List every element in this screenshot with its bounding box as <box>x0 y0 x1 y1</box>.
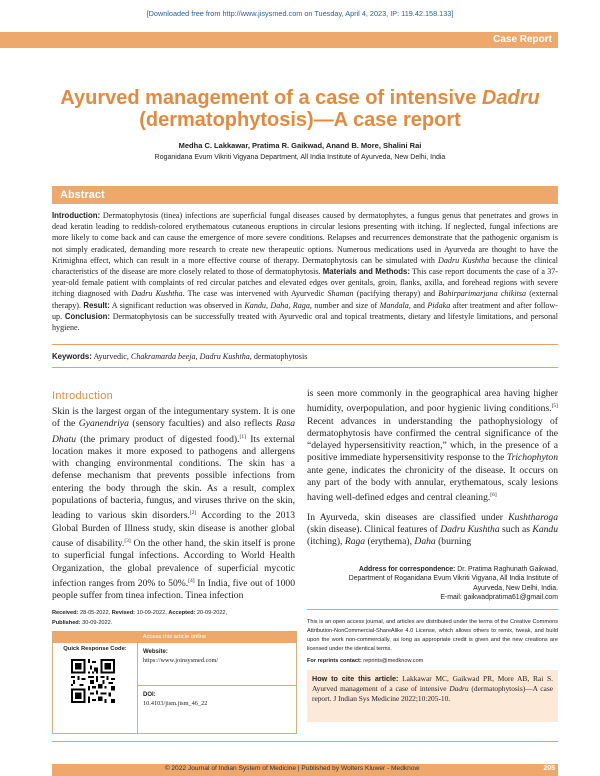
correspondence-label: Address for correspondence: <box>358 566 456 573</box>
article-title <box>40 87 560 131</box>
abstract-text: Dermatophytosis can be successfully treated with Ayurvedic oral and topical treatments, dietary and lifestyle limitations, and personal hygiene. <box>52 311 558 333</box>
citation[interactable]: [6] <box>490 492 497 499</box>
reprints-email[interactable]: reprints@medknow.com <box>361 658 424 664</box>
abstract-heading: Abstract <box>60 189 105 201</box>
correspondence-email[interactable]: E-mail: gaikwadpratima61@gmail.com <box>440 593 558 601</box>
qr-label: Quick Response Code: <box>63 646 127 652</box>
affiliation: Roganidana Evum Vikriti Vigyana Department, All India Institute of Ayurveda, New Delhi, India <box>154 154 446 161</box>
abstract-text: after treatment and after follow-up. <box>52 300 558 321</box>
qr-code-icon[interactable] <box>71 659 115 703</box>
abstract-italic: Mandala <box>379 300 409 310</box>
body-text: In Ayurveda, skin diseases are classified under <box>307 511 509 523</box>
body-italic: Trichophyton <box>506 452 558 464</box>
body-text: (itching), <box>307 536 345 548</box>
access-divider <box>137 685 296 686</box>
correspondence-block <box>307 565 558 602</box>
correspondence-rule <box>307 609 558 610</box>
citation[interactable]: [3] <box>124 537 131 544</box>
accepted-label: Accepted: <box>168 610 196 616</box>
revised-label: Revised: <box>111 610 136 616</box>
abstract-intro-label: Introduction: <box>52 211 101 220</box>
citation[interactable]: [1] <box>239 433 246 440</box>
dates-block <box>52 608 295 628</box>
keywords-bottom-rule <box>52 367 558 368</box>
correspondence-line: Ayurveda, New Delhi, India. <box>473 584 558 592</box>
cite-label: How to cite this article: <box>312 674 399 683</box>
correspondence-name: Dr. Pratima Raghunath Gaikwad, <box>455 566 558 573</box>
abstract-text: . The case was intervened with Ayurvedic <box>182 289 328 299</box>
keywords-top-rule <box>52 344 558 345</box>
published-label: Published: <box>52 620 81 626</box>
revised-date: 10-09-2022, <box>135 610 169 616</box>
abstract-italic: Dadru Kushtha <box>131 289 183 299</box>
intro-column-1 <box>52 406 295 603</box>
access-divider <box>137 643 138 733</box>
website-label: Website: <box>143 649 168 655</box>
citation[interactable]: [5] <box>551 403 558 410</box>
keyword-text: Ayurvedic, <box>91 352 131 361</box>
reprints-label: For reprints contact: <box>307 658 362 664</box>
body-italic: Raga <box>344 536 366 548</box>
body-text: According to the 2013 Global Burden of Illness study, skin disease is another global cause of disability. <box>52 510 295 550</box>
body-text: (sensory faculties) and also reflects <box>128 418 276 430</box>
keywords <box>52 352 558 361</box>
doi-value[interactable]: 10.4103/jism.jism_46_22 <box>143 699 208 707</box>
website-block <box>143 648 293 665</box>
access-box <box>52 631 297 734</box>
body-text: (burning <box>435 536 472 548</box>
title-italic: Dadru <box>481 87 540 109</box>
introduction-heading: Introduction <box>52 390 114 402</box>
section-label: Case Report <box>493 34 552 45</box>
website-link[interactable]: https://www.joinsysmed.com/ <box>143 656 219 664</box>
abstract-text: (pacifying therapy) and <box>353 289 439 299</box>
body-italic: Gyanendriya <box>78 418 129 430</box>
abstract-italic: Bahirparimarjana chikitsa <box>438 289 527 299</box>
body-text: In India, five out of 1000 people suffer from tinea infection. Tinea infection <box>52 578 295 602</box>
abstract-italic: Pidaka <box>427 300 451 310</box>
reprints-line <box>307 658 558 664</box>
body-text: is seen more commonly in the geographical area having higher humidity, overpopulation, and poor hygienic living conditions. <box>307 388 558 415</box>
body-text: such as <box>499 523 533 535</box>
footer-rule <box>52 741 558 742</box>
body-text: ante gene, indicates the chronicity of the disease. It occurs on any part of the body with annular, erythematous, scaly lesions having well-defined edges and central cleaning. <box>307 464 558 504</box>
cite-text <box>312 674 553 703</box>
received-label: Received: <box>52 610 79 616</box>
body-italic: Kushtharoga <box>508 511 558 523</box>
access-header: Access this article online <box>53 632 296 643</box>
abstract-italic: Shaman <box>327 289 354 299</box>
intro-column-2 <box>307 388 558 548</box>
page-number: 205 <box>543 765 555 772</box>
abstract-conclusion-label: Conclusion: <box>64 311 110 321</box>
authors: Medha C. Lakkawar, Pratima R. Gaikwad, Anand B. More, Shalini Rai <box>178 141 422 150</box>
keywords-label: Keywords: <box>52 352 92 361</box>
citation[interactable]: [4] <box>188 577 195 584</box>
title-part1: Ayurved management of a case of intensive <box>60 87 482 109</box>
abstract-text: This case report documents the case of a 37-year-old female patient with complaints of red circular patches and elevated edges over genitals, groin, flanks, axilla, and forehead regions with severe itching diagnosed with <box>52 267 558 299</box>
keyword-italic: Chakramarda beeja <box>130 352 196 361</box>
title-part2: (dermatophytosis)—A case report <box>139 109 461 131</box>
body-text: (skin disease). Clinical features of <box>307 523 441 535</box>
download-notice: [Downloaded free from http://www.jisysmed.com on Tuesday, April 4, 2023, IP: 119.42.158.133] <box>146 9 454 18</box>
doi-label: DOI: <box>143 692 156 698</box>
abstract-text: because the clinical characteristics of the disease are more closely related to those of dermatophytosis. <box>52 255 559 277</box>
abstract-result-label: Result: <box>83 300 110 310</box>
abstract-methods-label: Materials and Methods: <box>322 267 410 277</box>
abstract-body <box>52 210 558 333</box>
body-text: Skin is the largest organ of the integumentary system. It is one of the <box>52 406 295 430</box>
body-text: (the primary product of digested food). <box>75 433 240 445</box>
published-date: 30-09-2022. <box>80 620 113 626</box>
cite-italic: Dadru <box>449 683 469 693</box>
abstract-text: , number and size of <box>309 300 380 310</box>
keyword-text: , <box>195 352 200 361</box>
license-text: This is an open access journal, and articles are distributed under the terms of the Creative Commons Attribution-NonCommercial-ShareAlike 4.0 License, which allows others to remix, tweak, and build upon the work non-commercially, as long as appropriate credit is given and the new creations are licensed under the identical terms. <box>307 619 558 652</box>
footer-text: © 2022 Journal of Indian System of Medicine | Published by Wolters Kluwer - Medknow <box>164 765 420 772</box>
received-date: 28-05-2022, <box>78 610 112 616</box>
doi-block <box>143 691 293 708</box>
keyword-italic: Dadru Kushtha <box>199 352 250 361</box>
how-to-cite-box <box>307 670 558 722</box>
body-italic: Kandu <box>532 523 559 535</box>
abstract-italic: Kandu, Daha, Raga <box>244 300 310 310</box>
abstract-text: A significant reduction was observed in <box>109 300 245 310</box>
body-text: Its external location makes it more exposed to pathogens and allergens with changing environmental conditions. The skin has a defense mechanism that prevents possible infections from entering the body through the skin. As a result, complex populations of bacteria, fungus, and viruses thrive on the skin, leading to various skin disorders. <box>52 433 295 522</box>
cite-part: (dermatophytosis)—A case report. J Indian Sys Medicine 2022;10:205-10. <box>312 683 553 703</box>
abstract-text: , and <box>408 300 428 310</box>
body-italic: Rasa Dhatu <box>52 418 295 445</box>
body-text: On the other hand, the skin itself is prone to superficial fungal infections. According to World Health Organization, the global prevalence of superficial mycotic infection ranges from 20% to 50%. <box>52 538 296 589</box>
accepted-date: 20-09-2022, <box>195 610 228 616</box>
abstract-text: Dermatophytosis (tinea) infections are superficial fungal diseases caused by dermatophytes, a fungus genus that penetrates and grows in dead keratin leading to reddish-colored erythematous cutaneous eruptions in circular lesions presenting with itching. If neglected, fungal infections are more likely to come back and can cause the emergence of more severe conditions. Relapses and recurrences demonstrate that the pathogenic organism is not simply eradicated, demanding more research to create new therapeutic options. Numerous medications used in Ayurveda are thought to have the Krimighna effect, which can result in a more effective course of therapy. Dermatophytosis can be simulated with <box>52 211 558 265</box>
body-italic: Dadru Kushtha <box>440 523 500 535</box>
abstract-band <box>52 186 558 204</box>
body-text: Recent advances in understanding the pathophysiology of dermatophytosis have confirmed the central significance of the “delayed hypersensitivity reaction,” which, in the presence of a positive immediate hypersensitivity response to the <box>307 415 558 464</box>
citation[interactable]: [2] <box>189 510 197 517</box>
section-band <box>0 32 558 48</box>
correspondence-line: Department of Roganidana Evum Vikriti Vigyana, All India Institute of <box>348 575 558 583</box>
cite-part: Lakkawar MC, Gaikwad PR, More AB, Rai S. Ayurved management of a case of intensive <box>312 674 553 693</box>
body-italic: Daha <box>414 536 436 548</box>
abstract-italic: Dadru Kushtha <box>438 255 490 265</box>
body-text: (erythema), <box>365 536 415 548</box>
keyword-text: , dermatophytosis <box>249 352 308 361</box>
abstract-text: (external therapy). <box>52 289 558 310</box>
